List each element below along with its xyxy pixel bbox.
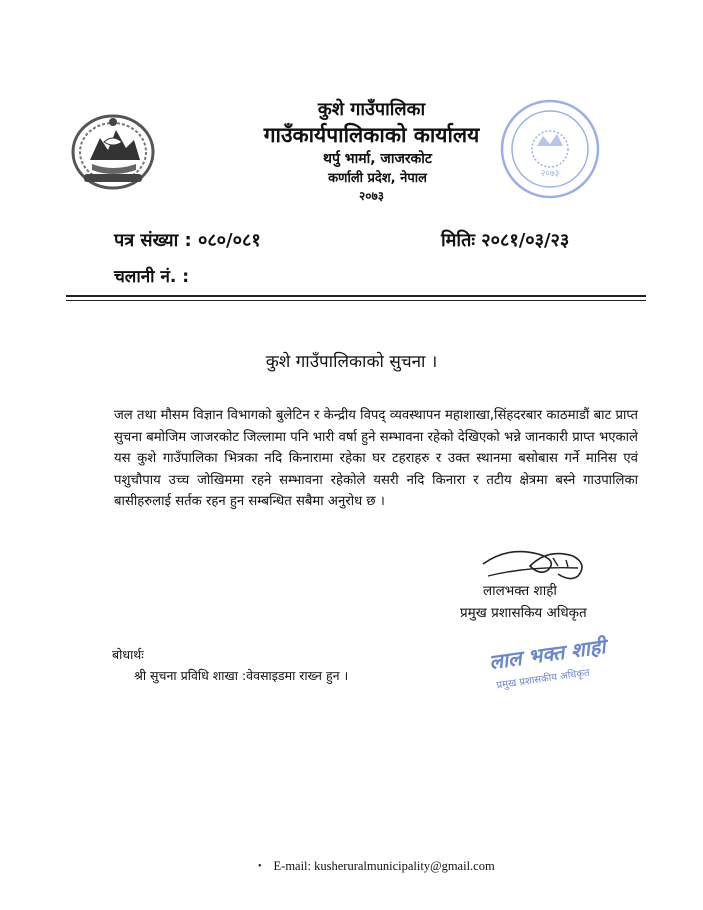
cc-label: बोधार्थः — [112, 647, 144, 662]
office-address: थर्पु भार्मा, जाजरकोट — [323, 151, 432, 167]
header-divider — [66, 295, 646, 297]
svg-text:प्रमुख प्रशासकीय अधिकृत: प्रमुख प्रशासकीय अधिकृत — [495, 667, 591, 692]
established-year: २०७३ — [359, 189, 384, 203]
municipality-name: कुशे गाउँपालिका — [317, 99, 426, 120]
office-name: गाउँकार्यपालिकाको कार्यालय — [263, 123, 480, 147]
footer-email — [258, 859, 495, 874]
signatory-name: लालभक्त शाही — [483, 583, 557, 599]
letter-date: मितिः २०८१/०३/२३ — [441, 230, 570, 251]
letter-number: पत्र संख्या : ०८०/०८१ — [114, 230, 261, 251]
handwritten-signature — [478, 536, 598, 586]
officer-name-stamp — [484, 633, 614, 693]
bullet-icon: • — [258, 861, 262, 872]
header-divider-thin — [66, 300, 646, 301]
email-text: E-mail: kusheruralmunicipality@gmail.com — [273, 859, 495, 873]
signatory-title: प्रमुख प्रशासकिय अधिकृत — [460, 605, 587, 621]
notice-body: जल तथा मौसम विज्ञान विभागको बुलेटिन र केन्द्रीय विपद् व्यवस्थापन महाशाखा,सिंहदरबार काठमाडौं बाट प्राप्त सुचना बमोजिम जाजरकोट जिल्लामा पनि भारी वर्षा हुने सम्भावना रहेको देखिएको भन्ने जानकारी प्राप्त भएकाले यस कुशे गाउँपालिका भित्रका नदि किनारामा रहेका घर टहराहरु र उक्त स्थानमा बसोबास गर्ने मानिस एवं पशुचौपाय उच्च जोखिममा रहने सम्भावना रहेकोले यसरी नदि किनारा र तटीय क्षेत्रमा बस्ने गाउपालिका बासीहरुलाई सर्तक रहन हुन सम्बन्धित सबैमा अनुरोध छ । — [114, 408, 638, 510]
svg-text:लाल भक्त शाही: लाल भक्त शाही — [487, 634, 607, 675]
cc-recipient: श्री सुचना प्रविधि शाखा :वेवसाइडमा राख्न हुन । — [134, 668, 349, 683]
dispatch-number: चलानी नं. : — [114, 267, 190, 287]
svg-text:२०७३: २०७३ — [540, 169, 560, 179]
province-country: कर्णाली प्रदेश, नेपाल — [328, 171, 427, 186]
notice-title: कुशे गाउँपालिकाको सुचना । — [265, 352, 438, 372]
